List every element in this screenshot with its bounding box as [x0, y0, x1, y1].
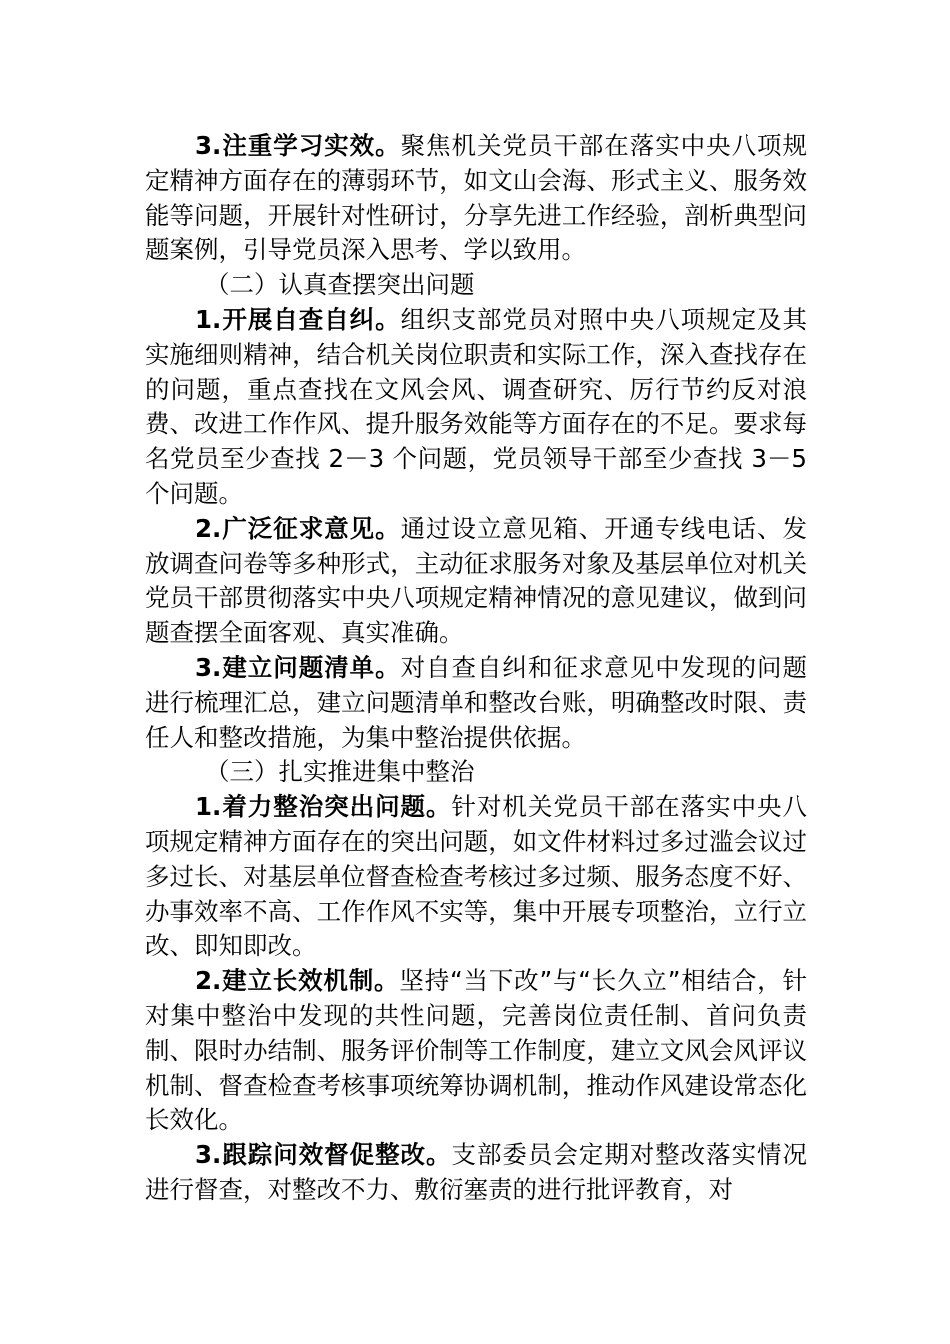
- paragraph-lead: 3.建立问题清单。: [195, 652, 401, 682]
- paragraph-lead: 3.注重学习实效。: [195, 131, 401, 160]
- paragraph-lead: 1.开展自查自纠。: [195, 304, 401, 334]
- paragraph-body: 通过设立意见箱、开通专线电话、发放调查问卷等多种形式，主动征求服务对象及基层单位对机关党员干部贯彻落实中央八项规定精神情况的意见建议，做到问题查摆全面客观、真实准确。: [145, 513, 808, 648]
- paragraph-problem-list: [145, 651, 807, 755]
- paragraph-body: 支部委员会定期对整改落实情况进行督查，对整改不力、敷衍塞责的进行批评教育，对: [145, 1140, 807, 1204]
- document-page: [145, 129, 807, 1208]
- paragraph-follow-up: [145, 1138, 807, 1208]
- paragraph-lead: 3.跟踪问效督促整改。: [195, 1140, 452, 1170]
- paragraph-body: 聚焦机关党员干部在落实中央八项规定精神方面存在的薄弱环节，如文山会海、形式主义、服务效能等问题，开展针对性研讨，分享先进工作经验，剖析典型问题案例，引导党员深入思考、学以致用。: [145, 131, 808, 265]
- paragraph-body: 对自查自纠和征求意见中发现的问题进行梳理汇总，建立问题清单和整改台账，明确整改时限、责任人和整改措施，为集中整治提供依据。: [145, 652, 808, 752]
- paragraph-solicit-opinions: [145, 512, 807, 651]
- paragraph-lead: 1.着力整治突出问题。: [195, 792, 452, 822]
- paragraph-study-effect: [145, 129, 807, 268]
- paragraph-long-term-mechanism: [145, 964, 807, 1138]
- section-heading-3: （三）扎实推进集中整治: [205, 757, 475, 787]
- paragraph-rectify-issues: [145, 790, 807, 964]
- paragraph-body: 组织支部党员对照中央八项规定及其实施细则精神，结合机关岗位职责和实际工作，深入查找存在的问题，重点查找在文风会风、调查研究、厉行节约反对浪费、改进工作作风、提升服务效能等方面存在的不足。要求每名党员至少查找 2－3 个问题，党员领导干部至少查找 3－5 个问题。: [145, 304, 808, 508]
- paragraph-body: 坚持“当下改”与“长久立”相结合，针对集中整治中发现的共性问题，完善岗位责任制、首问负责制、限时办结制、服务评价制等工作制度，建立文风会风评议机制、督查检查考核事项统筹协调机制，推动作风建设常态化长效化。: [145, 966, 807, 1135]
- paragraph-lead: 2.广泛征求意见。: [195, 513, 401, 543]
- paragraph-self-check: [145, 303, 807, 512]
- section-heading-2: （二）认真查摆突出问题: [205, 270, 475, 300]
- paragraph-body: 针对机关党员干部在落实中央八项规定精神方面存在的突出问题，如文件材料过多过滥会议过多过长、对基层单位督查检查考核过多过频、服务态度不好、办事效率不高、工作作风不实等，集中开展专项整治，立行立改、即知即改。: [145, 792, 807, 961]
- paragraph-lead: 2.建立长效机制。: [195, 966, 400, 996]
